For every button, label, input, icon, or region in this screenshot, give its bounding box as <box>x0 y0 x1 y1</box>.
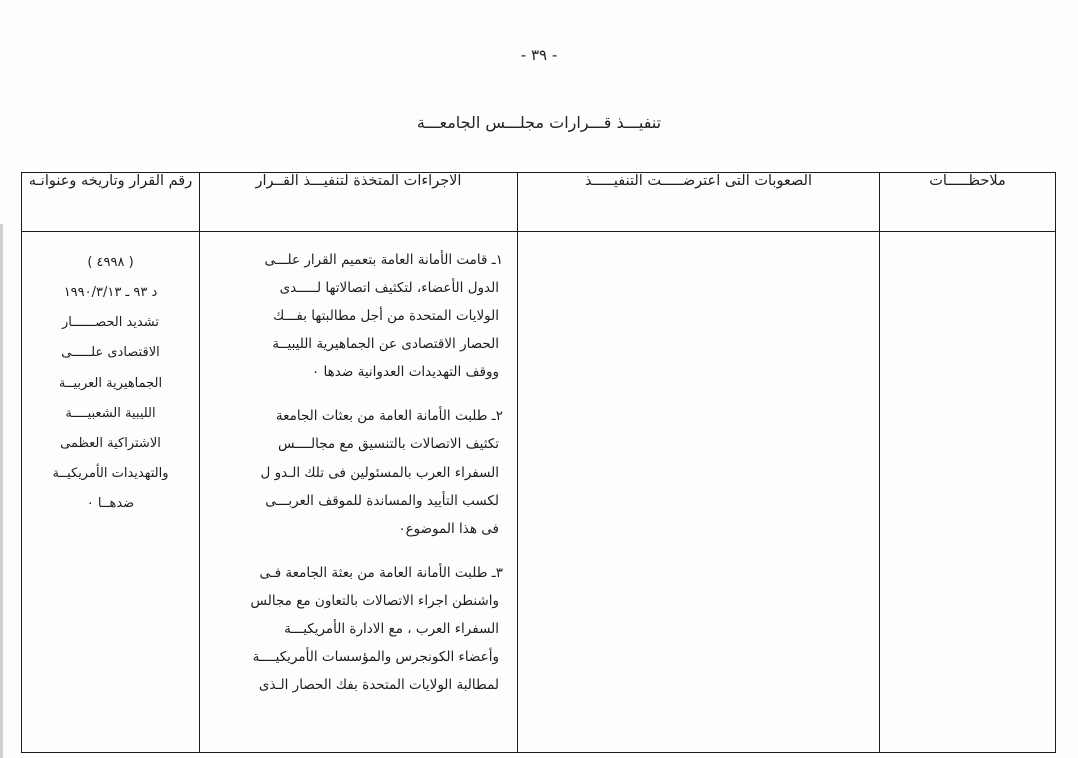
action-paragraph-2 <box>214 402 503 542</box>
cell-obstacles <box>518 232 880 753</box>
action-line: السفراء العرب بالمسئولين فى تلك الـدو ل <box>260 464 499 481</box>
cell-notes <box>880 232 1056 753</box>
decision-line: الاشتراكية العظمى <box>60 435 161 451</box>
decision-line: ضدهــا ٠ <box>86 496 135 512</box>
page-title: تنفيـــذ قـــرارات مجلـــس الجامعـــة <box>416 113 662 132</box>
column-header-notes: ملاحظـــــات <box>880 173 1056 232</box>
notes-text <box>880 232 1055 256</box>
column-header-decision-line-2: وعنوانـه <box>28 173 77 189</box>
action-line: السفراء العرب ، مع الادارة الأمريكيـــة <box>284 620 499 637</box>
actions-content <box>200 232 517 709</box>
column-header-obstacles: الصعوبات التى اعترضـــــت التنفيـــــذ <box>518 173 880 232</box>
action-line: لمطالبة الولايات المتحدة بفك الحصار الـذى <box>258 677 499 694</box>
decision-line: والتهديدات الأمريكيــة <box>52 466 169 482</box>
page-number: - ٣٩ - <box>520 46 558 64</box>
column-header-decision-line-1: رقم القرار وتاريخه <box>80 173 193 189</box>
action-line: تكثيف الاتصالات بالتنسيق مع مجالــــس <box>277 436 499 453</box>
table-row <box>22 232 1056 753</box>
action-line: ووقف التهديدات العدوانية ضدها ٠ <box>311 364 499 381</box>
action-line: الدول الأعضاء، لتكثيف اتصالاتها لـــــدى <box>279 280 499 297</box>
obstacles-text <box>518 232 879 256</box>
decision-line: تشديد الحصــــــار <box>62 315 159 331</box>
action-line: ٣ـ طلبت الأمانة العامة من بعثة الجامعة فـى <box>259 564 503 581</box>
decision-line: الجماهيرية العربيــة <box>58 375 163 391</box>
action-line: واشنطن اجراء الاتصالات بالتعاون مع مجالس <box>250 592 499 609</box>
table-header <box>22 173 1056 232</box>
action-paragraph-1 <box>214 246 503 386</box>
decision-line: الليبية الشعبيــــة <box>65 405 156 421</box>
decisions-table <box>21 172 1056 753</box>
scan-edge-artifact <box>0 224 3 758</box>
table-body <box>22 232 1056 753</box>
action-line: فى هذا الموضوع٠ <box>398 520 499 537</box>
cell-actions <box>200 232 518 753</box>
cell-decision <box>22 232 200 753</box>
decision-content <box>22 232 199 529</box>
action-line: الولايات المتحدة من أجل مطالبتها بفـــك <box>273 308 499 325</box>
decision-line: د ٩٣ ـ ١٩٩٠/٣/١٣ <box>63 285 158 301</box>
column-header-actions: الاجراءات المتخذة لتنفيـــذ القــرار <box>200 173 518 232</box>
decision-line: الاقتصادى علـــــى <box>61 345 160 361</box>
table-header-row <box>22 173 1056 232</box>
action-paragraph-3 <box>214 559 503 699</box>
action-line: الحصار الاقتصادى عن الجماهيرية الليبيــة <box>272 336 499 353</box>
decision-line: ( ٤٩٩٨ ) <box>87 255 134 270</box>
decisions-table-container <box>22 172 1056 758</box>
action-line: لكسب التأييد والمساندة للموقف العربـــى <box>265 492 499 509</box>
column-header-decision <box>22 173 200 232</box>
action-line: وأعضاء الكونجرس والمؤسسات الأمريكيــــة <box>252 649 499 666</box>
action-line: ٢ـ طلبت الأمانة العامة من بعثات الجامعة <box>275 408 503 425</box>
action-line: ١ـ قامت الأمانة العامة بتعميم القرار علـــى <box>264 252 503 268</box>
